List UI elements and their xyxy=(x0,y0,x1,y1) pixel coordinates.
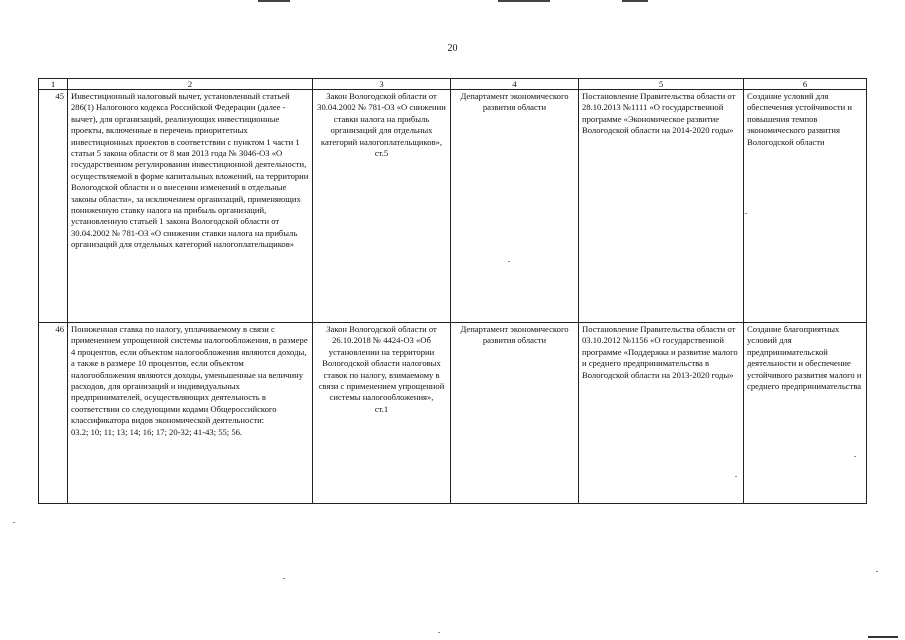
scan-speck xyxy=(283,578,285,579)
column-header: 6 xyxy=(744,79,867,90)
scan-speck xyxy=(13,522,15,523)
scan-speck xyxy=(876,571,878,572)
program-goal: Создание условий для обеспечения устойчивости и повышения темпов экономического развития Вологодской области xyxy=(744,90,867,323)
legal-act: Закон Вологодской области от 30.04.2002 № 781-ОЗ «О снижении ставки налога на прибыль организаций для отдельных категорий налогоплательщиков», ст.5 xyxy=(313,90,451,323)
scan-speck xyxy=(438,632,440,633)
column-header: 5 xyxy=(579,79,744,90)
legal-act-article: ст.1 xyxy=(374,403,389,414)
state-program: Постановление Правительства области от 03.10.2012 №1156 «О государственной программе «Поддержка и развитие малого и среднего предпринимательства в Вологодской области на 2013-2020 годы» xyxy=(579,323,744,504)
legal-act xyxy=(313,323,451,504)
legal-act-text: Закон Вологодской области от 26.10.2018 № 4424-ОЗ «Об установлении на территории Вологодской области налоговых ставок по налогу, взимаемому в связи с применением упрощенной системы налогообложения», xyxy=(318,324,445,403)
scan-speck xyxy=(508,261,510,262)
row-number: 46 xyxy=(39,323,68,504)
benefit-description: Инвестиционный налоговый вычет, установленный статьей 286(1) Налогового кодекса Российской Федерации (далее - вычет), для организаций, реализующих инвестиционные проекты, включенные в перечень приоритетных инвестиционных проектов в соответствии с пунктом 1 части 1 статьи 5 закона области от 8 мая 2013 года № 3046-ОЗ «О государственном регулировании инвестиционной деятельности, осуществляемой в форме капитальных вложений, на территории Вологодской области и о внесении изменений в отдельные законы области», за исключением организаций, применяющих пониженную ставку налога на прибыль организаций, установленную статьей 1 закона Вологодской области от 30.04.2002 № 781-ОЗ «О снижении ставки налога на прибыль организаций для отдельных категорий налогоплательщиков» xyxy=(68,90,313,323)
curator-department: Департамент экономического развития области xyxy=(451,323,579,504)
page-number: 20 xyxy=(447,43,458,54)
state-program: Постановление Правительства области от 28.10.2013 №1111 «О государственной программе «Экономическое развитие Вологодской области на 2014-2020 годы» xyxy=(579,90,744,323)
scan-speck xyxy=(745,213,747,214)
row-number: 45 xyxy=(39,90,68,323)
scan-mark-bottom-right xyxy=(868,636,898,638)
scan-mark-top-3 xyxy=(622,0,648,2)
activity-codes: 03.2; 10; 11; 13; 14; 16; 17; 20-32; 41-43; 55; 56. xyxy=(71,426,243,437)
table-row xyxy=(39,323,867,504)
table-header-row xyxy=(39,79,867,90)
column-header: 2 xyxy=(68,79,313,90)
column-header: 1 xyxy=(39,79,68,90)
column-header: 3 xyxy=(313,79,451,90)
table-row xyxy=(39,90,867,323)
programs-table xyxy=(38,78,867,504)
scan-mark-top-1 xyxy=(258,0,290,2)
scan-speck xyxy=(735,476,737,477)
scan-speck xyxy=(854,456,856,457)
curator-department: Департамент экономического развития области xyxy=(451,90,579,323)
scan-mark-top-2 xyxy=(498,0,550,2)
benefit-description-text: Пониженная ставка по налогу, уплачиваемому в связи с применением упрощенной системы налогообложения, в размере 4 процентов, если объектом налогообложения являются доходы, а также в размере 10 процентов, если объектом налогообложения являются доходы, уменьшенные на величину расходов, для организаций и индивидуальных предпринимателей, осуществляющих деятельность в соответствии со следующими кодами Общероссийского классификатора видов экономической деятельности: xyxy=(71,324,308,426)
program-goal: Создание благоприятных условий для предпринимательской деятельности и обеспечение устойчивого развития малого и среднего предпринимательства xyxy=(744,323,867,504)
column-header: 4 xyxy=(451,79,579,90)
benefit-description xyxy=(68,323,313,504)
